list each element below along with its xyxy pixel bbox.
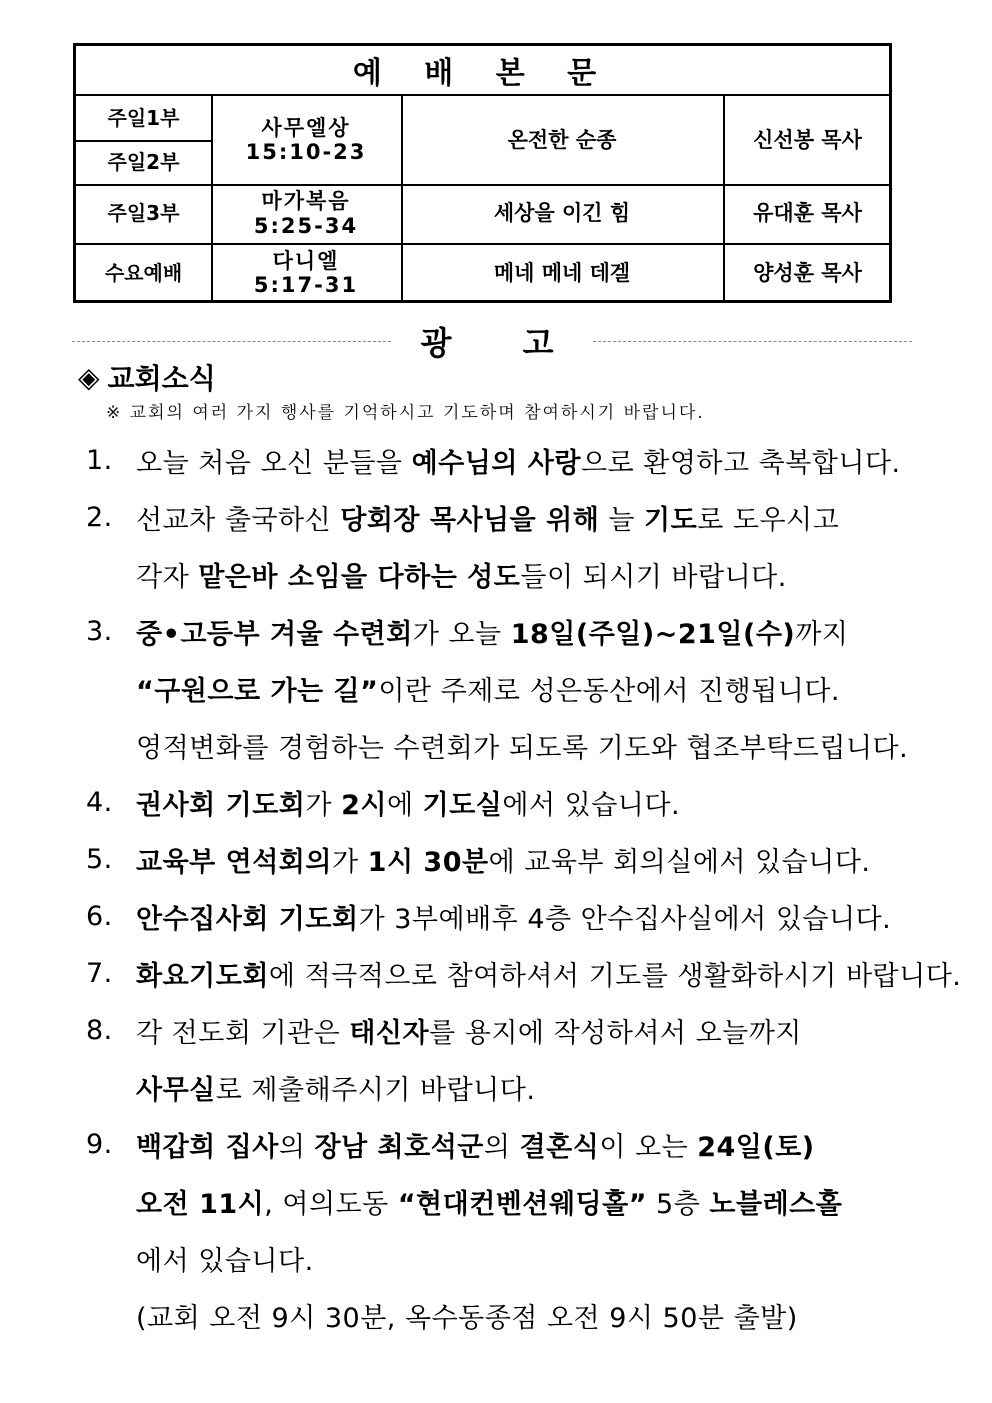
list-item	[86, 831, 926, 888]
announcement-list	[86, 432, 962, 1344]
list-item-continuation	[86, 660, 926, 717]
scripture-reference	[211, 184, 401, 243]
worship-schedule-table	[73, 43, 892, 303]
pastor-name: 유대훈 목사	[753, 201, 862, 226]
divider	[72, 341, 391, 342]
list-item	[86, 774, 926, 831]
scripture-reference	[211, 243, 401, 303]
item-text: 영적변화를 경험하는 수련회가 되도록 기도와 협조부탁드립니다.	[136, 733, 909, 764]
list-item	[86, 489, 926, 546]
item-number: 9.	[86, 1129, 113, 1160]
item-text: 안수집사회 기도회가 3부예배후 4층 안수집사실에서 있습니다.	[136, 904, 892, 935]
sermon-title: 세상을 이긴 힘	[493, 201, 631, 226]
item-text: 화요기도회에 적극적으로 참여하셔서 기도를 생활화하시기 바랍니다.	[136, 961, 962, 992]
item-text: (교회 오전 9시 30분, 옥수동종점 오전 9시 50분 출발)	[136, 1303, 798, 1334]
list-item	[86, 888, 926, 945]
list-item	[86, 945, 962, 1002]
scripture-verses: 15:10-23	[245, 140, 367, 164]
item-number: 6.	[86, 901, 113, 932]
pastor-name: 신선봉 목사	[753, 127, 862, 152]
item-number: 3.	[86, 616, 113, 647]
list-item	[86, 432, 926, 489]
sermon-title: 메네 메네 데겔	[493, 260, 631, 285]
scripture-reference	[211, 96, 401, 184]
diamond-icon: ◈	[78, 360, 100, 394]
church-news-heading	[78, 357, 216, 397]
item-text: 백갑희 집사의 장남 최호석군의 결혼식이 오는 24일(토)	[136, 1132, 815, 1163]
scripture-book: 마가복음	[261, 189, 351, 214]
list-item	[86, 1116, 926, 1173]
pastor-name: 양성훈 목사	[753, 260, 862, 285]
item-text: 중•고등부 겨울 수련회가 오늘 18일(주일)~21일(수)까지	[136, 619, 849, 650]
list-item-continuation	[86, 1173, 926, 1230]
list-item-continuation	[86, 1287, 926, 1344]
item-number: 2.	[86, 502, 113, 533]
item-text: 권사회 기도회가 2시에 기도실에서 있습니다.	[136, 790, 681, 821]
item-number: 5.	[86, 844, 113, 875]
item-text: 각 전도회 기관은 태신자를 용지에 작성하셔서 오늘까지	[136, 1018, 802, 1049]
church-news-title: 교회소식	[107, 362, 216, 395]
list-item-continuation	[86, 717, 926, 774]
service-name: 주일2부	[107, 149, 180, 174]
divider	[593, 341, 912, 342]
notice-text: ※ 교회의 여러 가지 행사를 기억하시고 기도하며 참여하시기 바랍니다.	[106, 403, 705, 423]
service-name: 주일3부	[107, 201, 180, 225]
scripture-verses: 5:25-34	[253, 213, 359, 238]
list-item-continuation	[86, 546, 926, 603]
item-text: 사무실로 제출해주시기 바랍니다.	[136, 1075, 536, 1106]
list-item-continuation	[86, 1059, 926, 1116]
list-item-continuation	[86, 1230, 926, 1287]
item-text: 교육부 연석회의가 1시 30분에 교육부 회의실에서 있습니다.	[136, 847, 871, 878]
scripture-verses: 5:17-31	[253, 273, 359, 297]
item-text: 오늘 처음 오신 분들을 예수님의 사랑으로 환영하고 축복합니다.	[136, 448, 901, 479]
item-number: 4.	[86, 787, 113, 818]
list-item	[86, 1002, 926, 1059]
item-text: 각자 맡은바 소임을 다하는 성도들이 되시기 바랍니다.	[136, 562, 787, 593]
item-number: 1.	[86, 445, 113, 476]
scripture-book: 사무엘상	[261, 115, 351, 140]
scripture-book: 다니엘	[272, 248, 340, 273]
service-name: 수요예배	[104, 260, 183, 285]
item-number: 8.	[86, 1015, 113, 1046]
item-text: 에서 있습니다.	[136, 1246, 314, 1277]
item-text: “구원으로 가는 길”이란 주제로 성은동산에서 진행됩니다.	[136, 676, 841, 707]
item-number: 7.	[86, 958, 113, 989]
item-text: 선교차 출국하신 당회장 목사님을 위해 늘 기도로 도우시고	[136, 505, 840, 536]
sermon-title: 온전한 순종	[507, 127, 617, 152]
announcements-title: 광 고	[420, 324, 584, 362]
list-item	[86, 603, 926, 660]
schedule-title: 예 배 본 문	[76, 46, 889, 96]
item-text: 오전 11시, 여의도동 “현대컨벤션웨딩홀” 5층 노블레스홀	[136, 1189, 843, 1220]
service-name: 주일1부	[107, 105, 180, 130]
